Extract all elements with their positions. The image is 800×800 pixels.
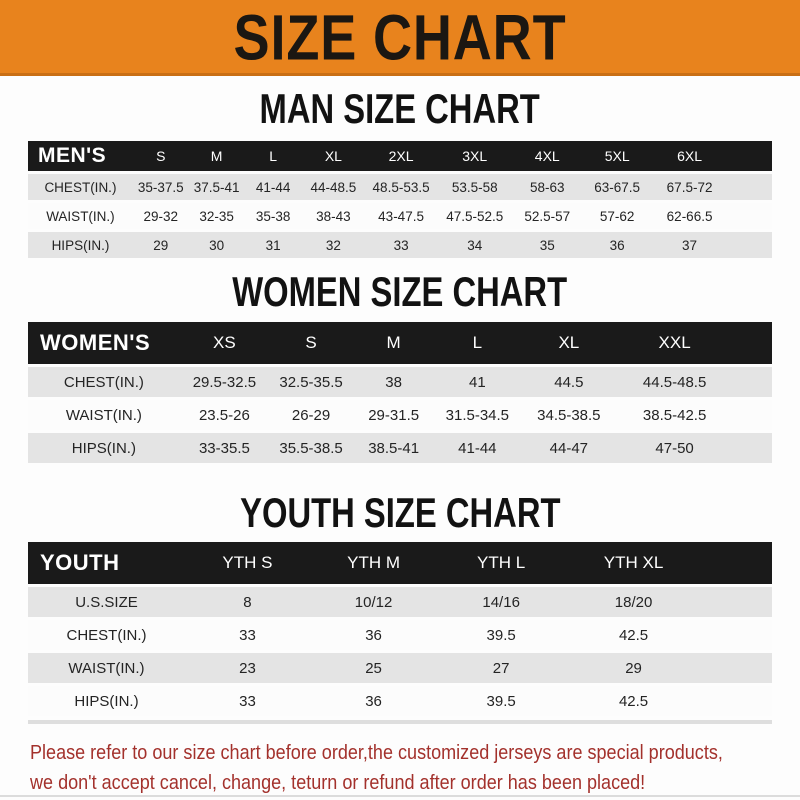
size-cell: 32 xyxy=(302,232,365,258)
men-size-header: 6XL xyxy=(652,141,772,171)
row-label: HIPS(IN.) xyxy=(28,686,185,716)
youth-table-bottom-edge xyxy=(28,720,772,724)
size-cell: 41-44 xyxy=(434,433,520,463)
size-cell: 38 xyxy=(353,367,434,397)
youth-header-row xyxy=(28,542,772,584)
size-cell: 33 xyxy=(185,620,310,650)
size-cell: 29 xyxy=(565,653,772,683)
row-label: WAIST(IN.) xyxy=(28,400,180,430)
size-cell: 38.5-41 xyxy=(353,433,434,463)
women-size-header: XXL xyxy=(617,322,772,364)
row-label: CHEST(IN.) xyxy=(28,174,133,200)
row-label: CHEST(IN.) xyxy=(28,367,180,397)
women-chart-title xyxy=(0,268,800,315)
men-hips-row xyxy=(28,232,772,258)
men-chart-title-text: MAN SIZE CHART xyxy=(259,85,541,132)
youth-chest-row xyxy=(28,620,772,650)
men-size-header: 4XL xyxy=(512,141,582,171)
size-cell: 43-47.5 xyxy=(365,203,437,229)
men-header-row xyxy=(28,141,772,171)
youth-waist-row xyxy=(28,653,772,683)
size-cell: 29-32 xyxy=(133,203,189,229)
youth-table-label: YOUTH xyxy=(28,542,185,584)
size-cell: 62-66.5 xyxy=(652,203,772,229)
banner-title: SIZE CHART xyxy=(233,0,567,73)
men-chart-title xyxy=(0,85,800,132)
row-label: HIPS(IN.) xyxy=(28,433,180,463)
size-cell: 35-37.5 xyxy=(133,174,189,200)
size-cell: 34 xyxy=(437,232,512,258)
size-cell: 67.5-72 xyxy=(652,174,772,200)
size-cell: 41-44 xyxy=(244,174,301,200)
size-cell: 23 xyxy=(185,653,310,683)
size-cell: 44-47 xyxy=(520,433,617,463)
size-cell: 25 xyxy=(310,653,437,683)
youth-hips-row xyxy=(28,686,772,716)
disclaimer-line-1: Please refer to our size chart before order,the customized jerseys are special products, xyxy=(30,741,723,764)
men-chest-row xyxy=(28,174,772,200)
size-cell: 18/20 xyxy=(565,587,772,617)
size-cell: 34.5-38.5 xyxy=(520,400,617,430)
size-cell: 29 xyxy=(133,232,189,258)
men-size-header: S xyxy=(133,141,189,171)
men-size-header: L xyxy=(244,141,301,171)
men-size-header: 3XL xyxy=(437,141,512,171)
page-bottom-edge xyxy=(0,795,800,797)
size-cell: 36 xyxy=(310,686,437,716)
men-waist-row xyxy=(28,203,772,229)
size-cell: 35-38 xyxy=(244,203,301,229)
men-size-header: 2XL xyxy=(365,141,437,171)
women-size-table xyxy=(28,319,772,466)
row-label: U.S.SIZE xyxy=(28,587,185,617)
women-size-header: S xyxy=(269,322,353,364)
size-cell: 52.5-57 xyxy=(512,203,582,229)
size-cell: 32-35 xyxy=(189,203,245,229)
size-cell: 48.5-53.5 xyxy=(365,174,437,200)
size-cell: 39.5 xyxy=(437,620,565,650)
women-chest-row xyxy=(28,367,772,397)
youth-size-header: YTH XL xyxy=(565,542,772,584)
size-cell: 36 xyxy=(582,232,652,258)
women-size-header: L xyxy=(434,322,520,364)
women-size-header: XL xyxy=(520,322,617,364)
men-size-table xyxy=(28,138,772,261)
size-cell: 44.5-48.5 xyxy=(617,367,772,397)
disclaimer xyxy=(30,738,800,798)
size-cell: 38-43 xyxy=(302,203,365,229)
women-hips-row xyxy=(28,433,772,463)
size-cell: 42.5 xyxy=(565,620,772,650)
size-cell: 47-50 xyxy=(617,433,772,463)
size-cell: 8 xyxy=(185,587,310,617)
size-cell: 57-62 xyxy=(582,203,652,229)
size-cell: 41 xyxy=(434,367,520,397)
disclaimer-line-2: we don't accept cancel, change, teturn or refund after order has been placed! xyxy=(30,771,646,794)
size-cell: 35 xyxy=(512,232,582,258)
size-cell: 39.5 xyxy=(437,686,565,716)
size-cell: 38.5-42.5 xyxy=(617,400,772,430)
youth-ussize-row xyxy=(28,587,772,617)
size-cell: 27 xyxy=(437,653,565,683)
row-label: HIPS(IN.) xyxy=(28,232,133,258)
size-cell: 29.5-32.5 xyxy=(180,367,269,397)
youth-size-header: YTH S xyxy=(185,542,310,584)
size-cell: 35.5-38.5 xyxy=(269,433,353,463)
youth-size-header: YTH M xyxy=(310,542,437,584)
row-label: CHEST(IN.) xyxy=(28,620,185,650)
youth-chart-title-text: YOUTH SIZE CHART xyxy=(239,489,561,536)
row-label: WAIST(IN.) xyxy=(28,203,133,229)
women-header-row xyxy=(28,322,772,364)
youth-size-table xyxy=(28,539,772,719)
men-table-label: MEN'S xyxy=(28,141,133,171)
youth-chart-title xyxy=(0,489,800,536)
size-cell: 29-31.5 xyxy=(353,400,434,430)
size-chart-banner xyxy=(0,0,800,76)
size-cell: 47.5-52.5 xyxy=(437,203,512,229)
men-size-header: XL xyxy=(302,141,365,171)
size-cell: 42.5 xyxy=(565,686,772,716)
size-cell: 30 xyxy=(189,232,245,258)
size-cell: 36 xyxy=(310,620,437,650)
women-waist-row xyxy=(28,400,772,430)
women-chart-title-text: WOMEN SIZE CHART xyxy=(232,268,568,315)
size-cell: 14/16 xyxy=(437,587,565,617)
size-cell: 33 xyxy=(365,232,437,258)
size-cell: 53.5-58 xyxy=(437,174,512,200)
size-cell: 37.5-41 xyxy=(189,174,245,200)
size-cell: 23.5-26 xyxy=(180,400,269,430)
men-size-header: 5XL xyxy=(582,141,652,171)
size-cell: 37 xyxy=(652,232,772,258)
size-cell: 32.5-35.5 xyxy=(269,367,353,397)
size-cell: 10/12 xyxy=(310,587,437,617)
size-cell: 31.5-34.5 xyxy=(434,400,520,430)
size-cell: 31 xyxy=(244,232,301,258)
size-cell: 33-35.5 xyxy=(180,433,269,463)
size-cell: 26-29 xyxy=(269,400,353,430)
size-cell: 63-67.5 xyxy=(582,174,652,200)
women-size-header: XS xyxy=(180,322,269,364)
women-size-header: M xyxy=(353,322,434,364)
size-cell: 44.5 xyxy=(520,367,617,397)
size-cell: 44-48.5 xyxy=(302,174,365,200)
women-table-label: WOMEN'S xyxy=(28,322,180,364)
youth-size-header: YTH L xyxy=(437,542,565,584)
size-cell: 58-63 xyxy=(512,174,582,200)
row-label: WAIST(IN.) xyxy=(28,653,185,683)
men-size-header: M xyxy=(189,141,245,171)
size-cell: 33 xyxy=(185,686,310,716)
